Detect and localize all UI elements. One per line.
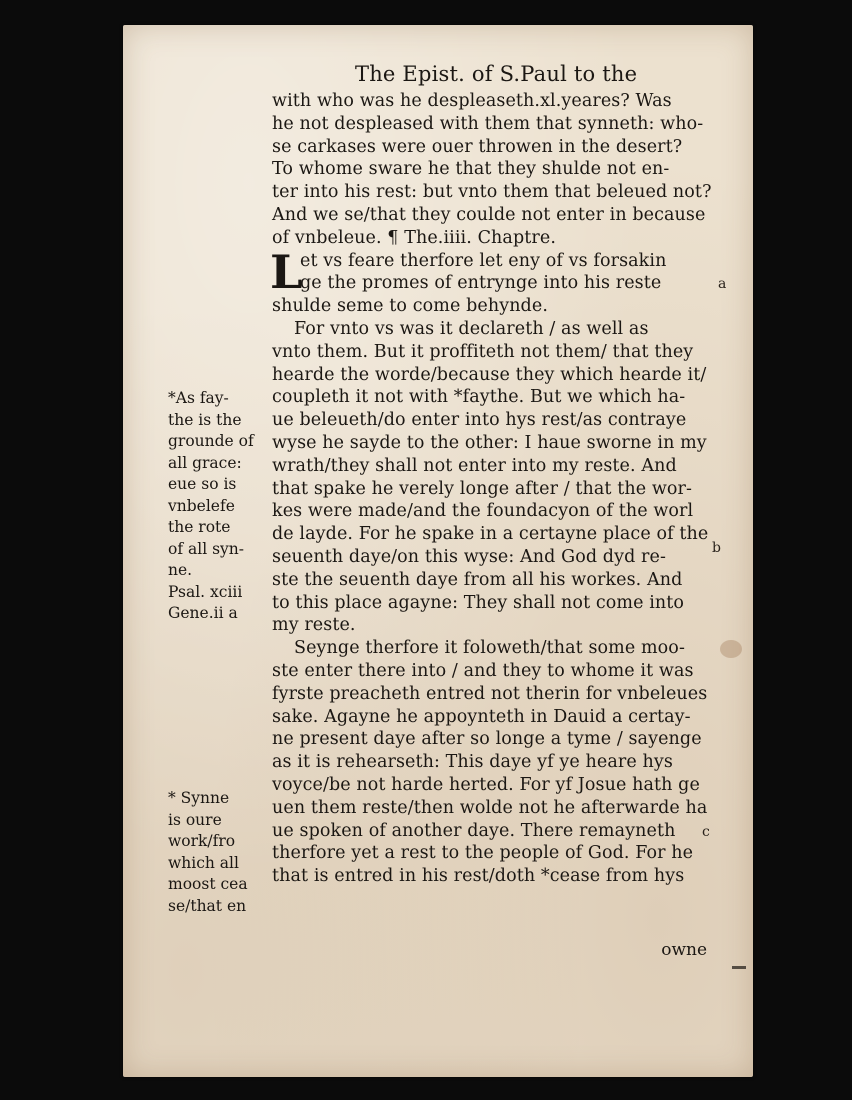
margin-letter-c: c bbox=[702, 824, 710, 840]
margin-note-line: which all bbox=[168, 853, 239, 872]
margin-note-line: Psal. xciii bbox=[168, 582, 243, 601]
text-line: as it is rehearseth: This daye yf ye heare hys bbox=[272, 752, 673, 773]
text-line: he not despleased with them that synneth: who- bbox=[272, 113, 704, 134]
text-line: de layde. For he spake in a certayne place of the bbox=[272, 524, 709, 545]
margin-note-line: vnbelefe bbox=[168, 496, 235, 515]
text-line: ne present daye after so longe a tyme / sayenge bbox=[272, 729, 702, 750]
text-line: voyce/be not harde herted. For yf Josue hath ge bbox=[272, 774, 700, 795]
margin-note-line: all grace: bbox=[168, 453, 242, 472]
text-line: fyrste preacheth entred not therin for vnbeleues bbox=[272, 683, 708, 704]
margin-note-line: * Synne bbox=[168, 789, 230, 807]
text-line: that spake he verely longe after / that the wor- bbox=[272, 478, 693, 499]
text-line: shulde seme to come behynde. bbox=[272, 296, 548, 317]
margin-note-line: eue so is bbox=[168, 475, 237, 493]
text-line: se carkases were ouer throwen in the desert? bbox=[272, 136, 683, 157]
text-line: wrath/they shall not enter into my reste. And bbox=[272, 455, 677, 476]
text-line: For vnto vs was it declareth / as well as bbox=[294, 318, 649, 339]
edge-mark bbox=[732, 966, 746, 969]
margin-note-line: is oure bbox=[168, 810, 222, 829]
text-line: ter into his rest: but vnto them that beleued not? bbox=[272, 182, 712, 203]
text-line: with who was he despleaseth.xl.yeares? Was bbox=[272, 91, 672, 111]
margin-note-sin bbox=[168, 788, 248, 917]
text-line: coupleth it not with *faythe. But we which ha- bbox=[272, 387, 686, 408]
margin-note-line: work/fro bbox=[168, 832, 236, 850]
text-line: uen them reste/then wolde not he afterwarde ha bbox=[272, 797, 708, 818]
margin-note-line: the rote bbox=[168, 518, 231, 536]
margin-note-line: the is the bbox=[168, 410, 242, 429]
text-line: To whome sware he that they shulde not en- bbox=[272, 159, 670, 180]
margin-letter-a: a bbox=[718, 276, 727, 292]
text-line: to this place agayne: They shall not come into bbox=[272, 592, 685, 613]
text-line: ste enter there into / and they to whome it was bbox=[272, 660, 694, 681]
margin-note-line: *As fay- bbox=[168, 389, 229, 407]
text-line: Seynge therfore it foloweth/that some moo- bbox=[294, 638, 685, 659]
text-line: of vnbeleue. ¶ The.iiii. Chaptre. bbox=[272, 227, 556, 248]
text-line: seuenth daye/on this wyse: And God dyd re- bbox=[272, 546, 666, 567]
text-line: therfore yet a rest to the people of God. For he bbox=[272, 843, 694, 864]
margin-note-line: Gene.ii a bbox=[168, 604, 238, 622]
margin-note-line: of all syn- bbox=[168, 539, 245, 558]
text-line: my reste. bbox=[272, 615, 356, 636]
text-line: wyse he sayde to the other: I haue sworne in my bbox=[272, 432, 707, 453]
text-line: ste the seuenth daye from all his workes. And bbox=[272, 569, 683, 590]
text-line: ge the promes of entrynge into his reste bbox=[300, 273, 662, 294]
running-head: The Epist. of S.Paul to the bbox=[355, 62, 638, 86]
catchword: owne bbox=[661, 940, 707, 960]
text-line: et vs feare therfore let eny of vs forsakin bbox=[300, 250, 667, 271]
text-line: And we se/that they coulde not enter in because bbox=[272, 204, 706, 225]
margin-note-line: grounde of bbox=[168, 432, 254, 450]
margin-letter-b: b bbox=[712, 540, 721, 556]
text-line: kes were made/and the foundacyon of the worl bbox=[272, 501, 694, 522]
text-line: sake. Agayne he appoynteth in Dauid a certay- bbox=[272, 706, 691, 727]
text-line: vnto them. But it proffiteth not them/ that they bbox=[272, 341, 694, 362]
text-line: ue beleueth/do enter into hys rest/as contraye bbox=[272, 410, 687, 431]
drop-capital: L bbox=[270, 245, 303, 299]
text-line: ue spoken of another daye. There remayneth bbox=[272, 820, 676, 841]
body-text-column bbox=[272, 90, 732, 888]
text-line: hearde the worde/because they which hearde it/ bbox=[272, 364, 707, 385]
text-line: that is entred in his rest/doth *cease from hys bbox=[272, 866, 685, 887]
margin-note-line: ne. bbox=[168, 561, 193, 579]
margin-note-line: moost cea bbox=[168, 875, 248, 893]
margin-note-faith bbox=[168, 388, 254, 625]
margin-note-line: se/that en bbox=[168, 896, 247, 915]
